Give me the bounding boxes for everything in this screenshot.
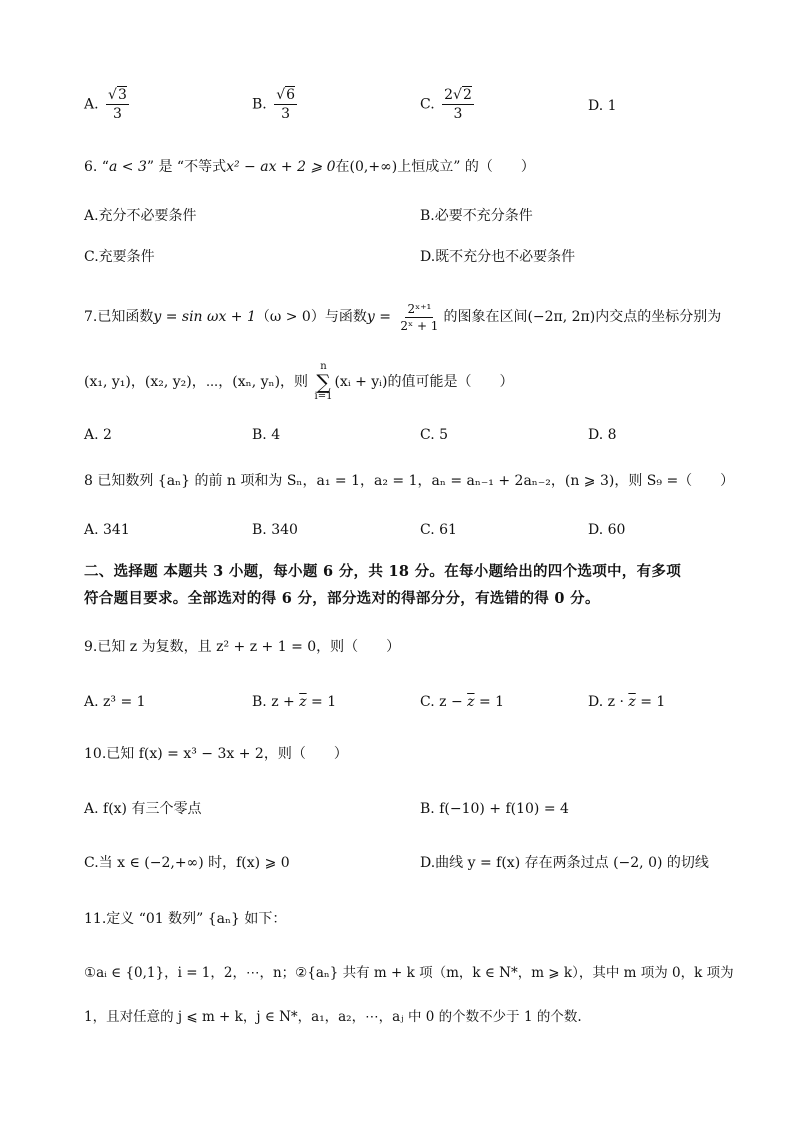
q11-stem-line2: ①aᵢ ∈ {0,1}，i = 1，2，⋯，n；②{aₙ} 共有 m + k 项（m，k ∈ N*，m ⩾ k），其中 m 项为 0，k 项为 (84, 965, 734, 981)
q10-option-a: A. f(x) 有三个零点 (84, 801, 202, 817)
q8-option-d: D. 60 (588, 522, 626, 538)
q5-option-d: D. 1 (588, 98, 617, 114)
q9-option-d: D. $z \cdot \overline{z} = 1$ (588, 694, 666, 710)
q7-option-b: B. 4 (252, 427, 281, 443)
q10-stem: 10.已知 f(x) = x³ − 3x + 2，则（ ） (84, 746, 348, 762)
q9-option-a: A. z³ = 1 (84, 694, 146, 710)
q6-stem: 6. “a < 3” 是 “不等式x² − ax + 2 ⩾ 0在(0,+∞)上恒成立” 的（ ） (84, 159, 535, 175)
q9-stem: 9.已知 z 为复数，且 z² + z + 1 = 0，则（ ） (84, 639, 401, 655)
q8-stem: 8 已知数列 {aₙ} 的前 n 项和为 Sₙ，a₁ = 1，a₂ = 1，aₙ = aₙ₋₁ + 2aₙ₋₂，(n ⩾ 3)，则 S₉ =（ ） (84, 473, 735, 489)
section-2-heading-line2: 符合题目要求。全部选对的得 6 分，部分选对的得部分分，有选错的得 0 分。 (84, 590, 600, 607)
q9-option-c: C. $z - \overline{z} = 1$ (420, 694, 505, 710)
q7-option-d: D. 8 (588, 427, 617, 443)
q7-option-a: A. 2 (84, 427, 112, 443)
q5-option-a: A. $\frac{√3}{3}$ (84, 87, 127, 122)
q10-option-b: B. f(−10) + f(10) = 4 (420, 801, 569, 817)
q7-option-c: C. 5 (420, 427, 449, 443)
section-2-heading-line1: 二、选择题 本题共 3 小题，每小题 6 分，共 18 分。在每小题给出的四个选项中，有多项 (84, 563, 681, 580)
q8-option-c: C. 61 (420, 522, 457, 538)
q8-option-b: B. 340 (252, 522, 298, 538)
q11-stem-line1: 11.定义 “01 数列” {aₙ} 如下： (84, 911, 287, 927)
q5-option-c: C. $\frac{2√2}{3}$ (420, 87, 472, 122)
q6-option-b: B.必要不充分条件 (420, 208, 533, 224)
q11-stem-line3: 1，且对任意的 j ⩽ m + k，j ∈ N*，a₁，a₂，⋯，aⱼ 中 0 的个数不少于 1 的个数. (84, 1009, 582, 1025)
q6-option-c: C.充要条件 (84, 249, 155, 265)
q8-option-a: A. 341 (84, 522, 130, 538)
q5-option-b: B. $\frac{√6}{3}$ (252, 87, 296, 122)
q6-option-d: D.既不充分也不必要条件 (420, 249, 576, 265)
q9-option-b: B. $z + \overline{z} = 1$ (252, 694, 337, 710)
q10-option-c: C.当 x ∈ (−2,+∞) 时，f(x) ⩾ 0 (84, 855, 290, 871)
q10-option-d: D.曲线 y = f(x) 存在两条过点 (−2, 0) 的切线 (420, 855, 709, 871)
q6-option-a: A.充分不必要条件 (84, 208, 197, 224)
q7-stem-line2: (x₁, y₁)，(x₂, y₂)，⋯，(xₙ, yₙ)，则 n ∑ i=1 (xᵢ + yᵢ)的值可能是（ ） (84, 361, 514, 402)
q7-stem-line1: 7.已知函数y = sin ωx + 1（ω > 0）与函数y = $\frac{\text{2ˣ⁺¹}}{\text{2ˣ + 1}}$ 的图象在区间(−2π, 2π)内交点的坐标分别为 (84, 301, 722, 333)
